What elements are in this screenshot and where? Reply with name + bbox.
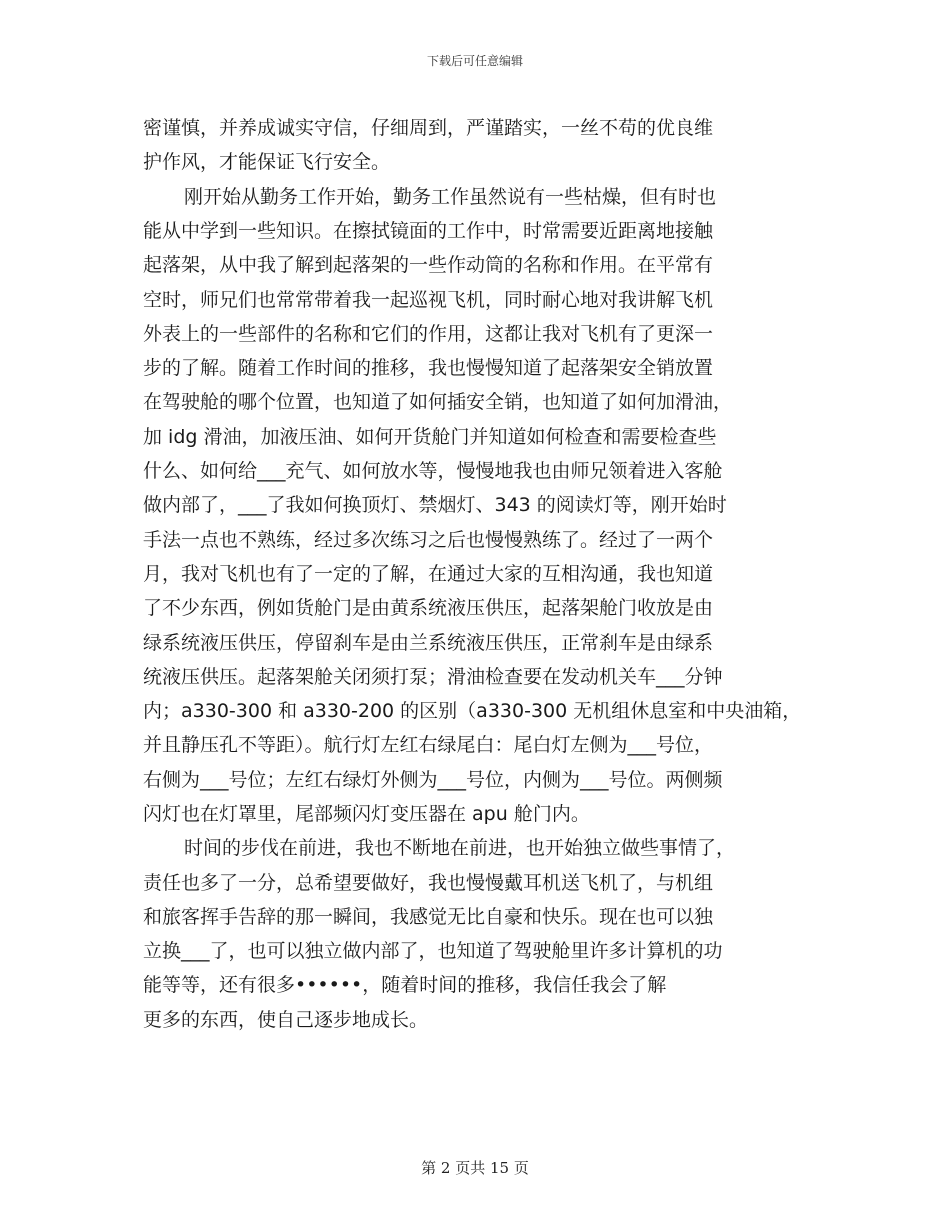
page-footer: 第 2 页共 15 页 [421, 1159, 529, 1177]
text-line: 加 idg 滑油，加液压油、如何开货舱门并知道如何检查和需要检查些 [143, 426, 717, 448]
text-line: 密谨慎，并养成诚实守信，仔细周到，严谨踏实，一丝不苟的优良维 [143, 117, 714, 139]
text-line: 能从中学到一些知识。在擦拭镜面的工作中，时常需要近距离地接触 [143, 220, 714, 242]
text-line: 做内部了，___了我如何换顶灯、禁烟灯、343 的阅读灯等，刚开始时 [143, 494, 727, 516]
text-line: 时间的步伐在前进，我也不断地在前进，也开始独立做些事情了， [184, 837, 736, 859]
text-line: 内；a330-300 和 a330-200 的区别（a330-300 无机组休息室和中央油箱， [143, 700, 802, 722]
text-line: 什么、如何给___充气、如何放水等，慢慢地我也由师兄领着进入客舱 [143, 460, 723, 482]
text-line: 绿系统液压供压，停留刹车是由兰系统液压供压，正常刹车是由绿系 [143, 632, 714, 654]
text-line: 护作风，才能保证飞行安全。 [143, 151, 391, 173]
text-line: 右侧为___号位；左红右绿灯外侧为___号位，内侧为___号位。两侧频 [143, 769, 723, 791]
text-line: 步的了解。随着工作时间的推移，我也慢慢知道了起落架安全销放置 [143, 357, 714, 379]
text-line: 刚开始从勤务工作开始，勤务工作虽然说有一些枯燥，但有时也 [184, 186, 717, 208]
text-line: 和旅客挥手告辞的那一瞬间，我感觉无比自豪和快乐。现在也可以独 [143, 906, 714, 928]
text-line: 手法一点也不熟练，经过多次练习之后也慢慢熟练了。经过了一两个 [143, 529, 714, 551]
text-line: 了不少东西，例如货舱门是由黄系统液压供压，起落架舱门收放是由 [143, 597, 714, 619]
text-line: 空时，师兄们也常常带着我一起巡视飞机，同时耐心地对我讲解飞机 [143, 289, 714, 311]
text-line: 立换___了，也可以独立做内部了，也知道了驾驶舱里许多计算机的功 [143, 940, 723, 962]
text-line: 能等等，还有很多••••••，随着时间的推移，我信任我会了解 [143, 974, 667, 996]
text-line: 责任也多了一分，总希望要做好，我也慢慢戴耳机送飞机了，与机组 [143, 872, 714, 894]
page-header: 下载后可任意编辑 [426, 54, 523, 68]
text-line: 外表上的一些部件的名称和它们的作用，这都让我对飞机有了更深一 [143, 323, 714, 345]
text-line: 并且静压孔不等距）。航行灯左红右绿尾白：尾白灯左侧为___号位， [143, 734, 714, 756]
text-line: 更多的东西，使自己逐步地成长。 [143, 1009, 429, 1031]
text-line: 统液压供压。起落架舱关闭须打泵；滑油检查要在发动机关车___分钟 [143, 666, 723, 688]
text-line: 在驾驶舱的哪个位置，也知道了如何插安全销，也知道了如何加滑油， [143, 391, 733, 413]
text-line: 月，我对飞机也有了一定的了解，在通过大家的互相沟通，我也知道 [143, 563, 714, 585]
text-line: 起落架，从中我了解到起落架的一些作动筒的名称和作用。在平常有 [143, 254, 714, 276]
text-line: 闪灯也在灯罩里，尾部频闪灯变压器在 apu 舱门内。 [143, 803, 590, 825]
